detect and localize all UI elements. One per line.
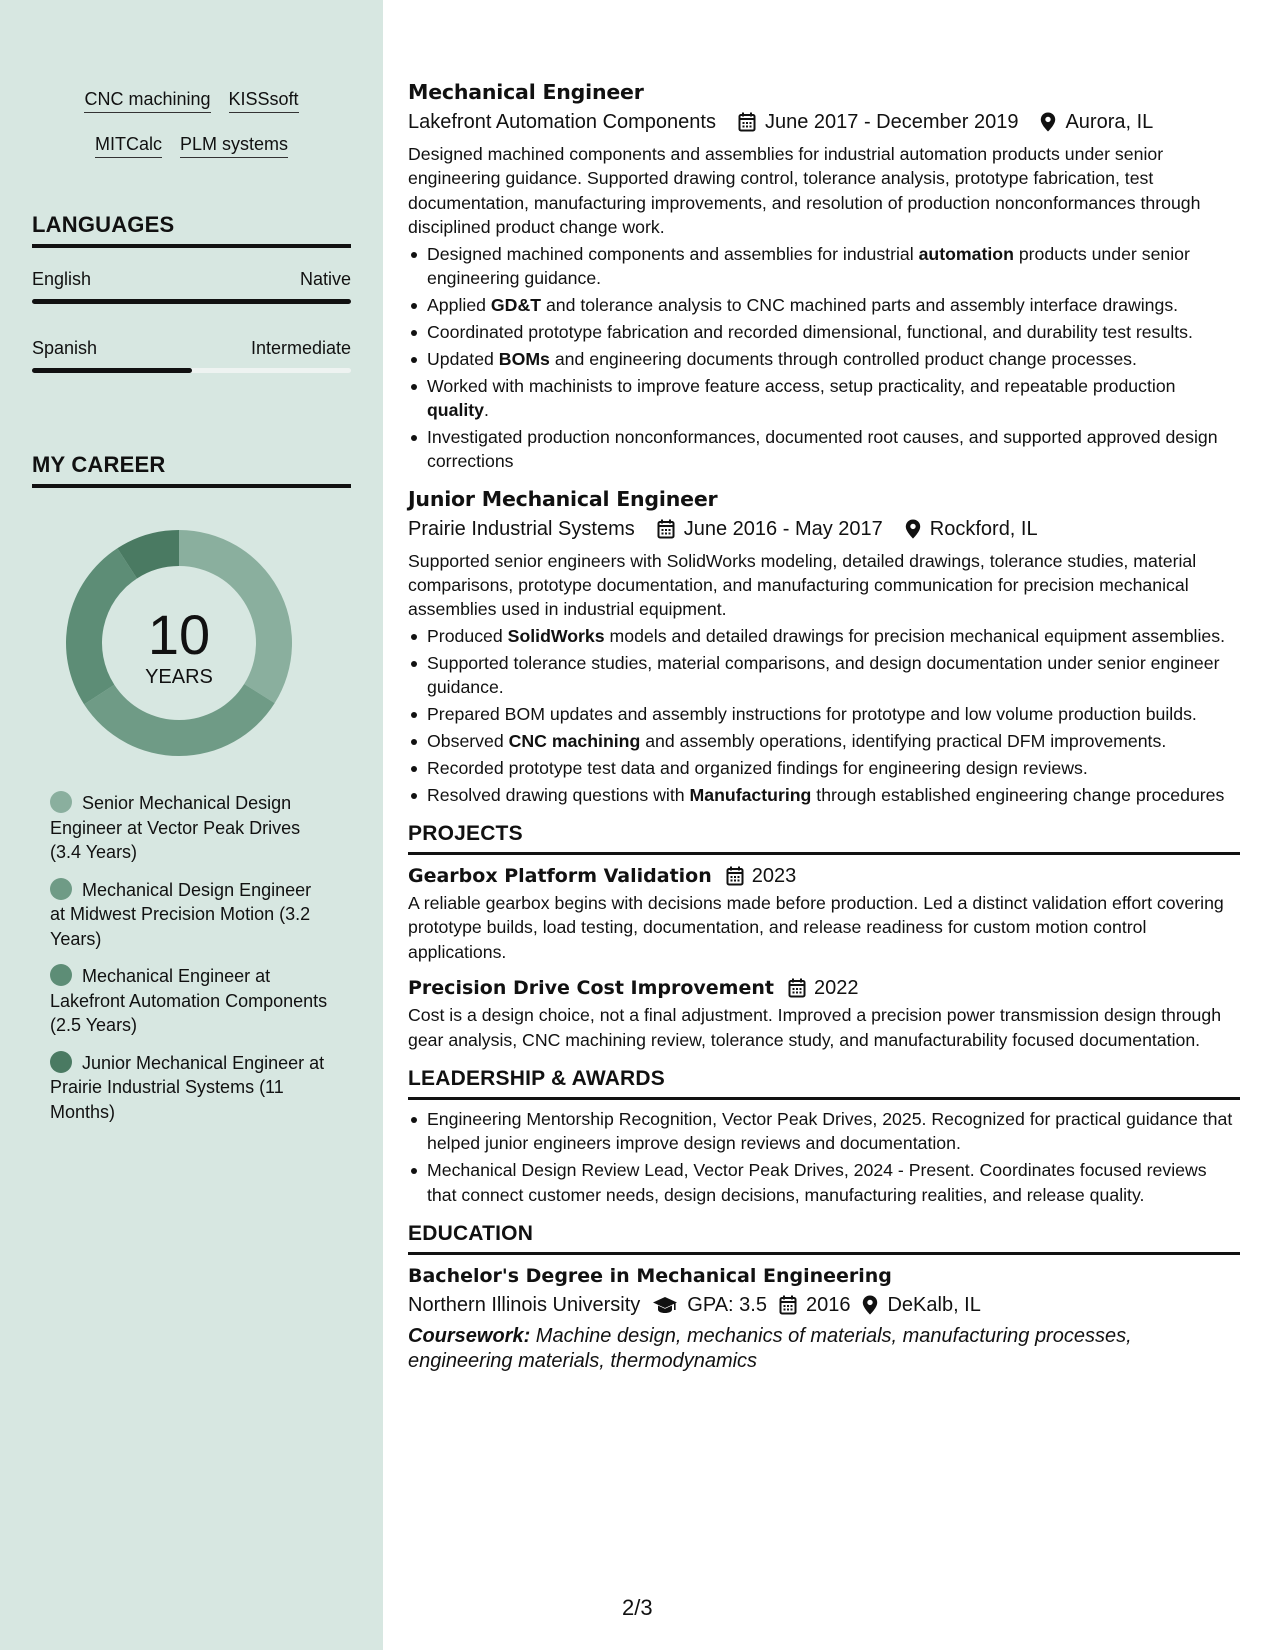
career-dot-icon bbox=[50, 1051, 72, 1073]
school-name: Northern Illinois University bbox=[408, 1294, 641, 1317]
job-bullet: Observed CNC machining and assembly operations, identifying practical DFM improvements. bbox=[408, 729, 1240, 753]
location-pin-icon bbox=[905, 519, 921, 539]
company-name: Lakefront Automation Components bbox=[408, 111, 716, 133]
skills-row bbox=[0, 88, 383, 113]
leadership-list bbox=[408, 1107, 1240, 1207]
education-heading: EDUCATION bbox=[408, 1221, 1240, 1255]
education-meta bbox=[408, 1292, 1240, 1318]
job-location: Rockford, IL bbox=[929, 517, 1038, 540]
job-bullet: Supported tolerance studies, material comparisons, and design documentation under senior engineer guidance. bbox=[408, 651, 1240, 700]
language-name: Spanish bbox=[32, 338, 98, 358]
graduation-cap-icon bbox=[652, 1295, 678, 1315]
career-dot-icon bbox=[50, 964, 72, 986]
degree-title: Bachelor's Degree in Mechanical Engineering bbox=[408, 1265, 892, 1288]
experience-entry bbox=[408, 78, 1240, 474]
career-legend-item bbox=[50, 964, 330, 1038]
project-description: Cost is a design choice, not a final adjustment. Improved a precision power transmission design through gear analysis, CNC machining review, tolerance study, and manufacturability focused documentation. bbox=[408, 1005, 1222, 1050]
sidebar bbox=[0, 0, 383, 1650]
calendar-icon bbox=[738, 112, 756, 132]
project-title-row bbox=[408, 863, 1240, 889]
language-proficiency-fill bbox=[32, 368, 192, 373]
project-entry bbox=[408, 863, 1240, 964]
page-number: 2/3 bbox=[622, 1595, 653, 1620]
calendar-icon bbox=[779, 1295, 797, 1315]
language-row bbox=[32, 268, 351, 290]
job-bullet: Resolved drawing questions with Manufacturing through established engineering change procedures bbox=[408, 783, 1240, 807]
project-title: Precision Drive Cost Improvement bbox=[408, 977, 774, 1000]
project-title: Gearbox Platform Validation bbox=[408, 865, 712, 888]
career-legend-item bbox=[50, 791, 330, 865]
language-level: Intermediate bbox=[250, 338, 351, 358]
job-dates: June 2016 - May 2017 bbox=[683, 517, 883, 540]
career-donut-chart bbox=[66, 530, 292, 756]
career-legend-label: Senior Mechanical Design Engineer at Vector Peak Drives (3.4 Years) bbox=[50, 793, 301, 862]
gpa: GPA: 3.5 bbox=[687, 1294, 767, 1317]
job-bullet: Applied GD&T and tolerance analysis to CNC machined parts and assembly interface drawings. bbox=[408, 293, 1240, 317]
career-legend-label: Mechanical Engineer at Lakefront Automation Components (2.5 Years) bbox=[50, 966, 328, 1035]
coursework bbox=[408, 1324, 1240, 1373]
language-proficiency-fill bbox=[32, 299, 351, 304]
language-level: Native bbox=[299, 269, 351, 289]
job-dates: June 2017 - December 2019 bbox=[764, 111, 1019, 133]
career-legend-item bbox=[50, 878, 330, 952]
coursework-text: Machine design, mechanics of materials, manufacturing processes, engineering materials, thermodynamics bbox=[408, 1325, 1132, 1372]
calendar-icon bbox=[657, 519, 675, 539]
career-legend-item bbox=[50, 1051, 330, 1125]
job-summary: Supported senior engineers with SolidWorks modeling, detailed drawings, tolerance studies, material comparisons, prototype documentation, and manufacturing communication for precision mechanical assemblies used in industrial equipment. bbox=[408, 550, 1197, 620]
job-meta bbox=[408, 109, 1240, 135]
coursework-label: Coursework: bbox=[408, 1325, 531, 1348]
skill-tag: PLM systems bbox=[180, 133, 288, 158]
job-title: Junior Mechanical Engineer bbox=[408, 486, 718, 511]
project-year: 2023 bbox=[751, 865, 797, 888]
skill-tag: CNC machining bbox=[84, 88, 210, 113]
job-summary: Designed machined components and assemblies for industrial automation products under senior engineering guidance. Supported drawing control, tolerance analysis, prototype fabrication, test documentation, manufacturing improvements, and resolution of production nonconformances through disciplined product change work. bbox=[408, 144, 1201, 238]
job-bullet: Designed machined components and assemblies for industrial automation products under senior engineering guidance. bbox=[408, 242, 1240, 291]
calendar-icon bbox=[788, 978, 806, 998]
calendar-icon bbox=[726, 866, 744, 886]
project-description: A reliable gearbox begins with decisions made before production. Led a distinct validation effort covering prototype builds, load testing, documentation, and release readiness for custom motion control applications. bbox=[408, 893, 1224, 962]
languages-heading: LANGUAGES bbox=[32, 212, 351, 248]
language-proficiency-bar bbox=[32, 299, 351, 304]
job-bullet: Investigated production nonconformances, documented root causes, and supported approved design corrections bbox=[408, 425, 1240, 474]
job-title: Mechanical Engineer bbox=[408, 80, 644, 104]
job-bullet: Worked with machinists to improve feature access, setup practicality, and repeatable production quality. bbox=[408, 374, 1240, 423]
skill-tag: KISSsoft bbox=[229, 88, 299, 113]
job-bullets bbox=[408, 242, 1240, 474]
job-bullet: Recorded prototype test data and organized findings for engineering design reviews. bbox=[408, 756, 1240, 780]
education-section bbox=[408, 1221, 1240, 1373]
project-year: 2022 bbox=[813, 977, 859, 1000]
career-legend-label: Junior Mechanical Engineer at Prairie Industrial Systems (11 Months) bbox=[50, 1052, 325, 1122]
career-heading: MY CAREER bbox=[32, 452, 351, 488]
leadership-heading: LEADERSHIP & AWARDS bbox=[408, 1066, 1240, 1100]
career-dot-icon bbox=[50, 878, 72, 900]
job-bullet: Coordinated prototype fabrication and recorded dimensional, functional, and durability test results. bbox=[408, 320, 1240, 344]
language-proficiency-bar bbox=[32, 368, 351, 373]
job-bullet: Updated BOMs and engineering documents through controlled product change processes. bbox=[408, 347, 1240, 371]
career-dot-icon bbox=[50, 791, 72, 813]
skill-tag: MITCalc bbox=[95, 133, 162, 158]
job-bullets bbox=[408, 624, 1240, 807]
projects-heading: PROJECTS bbox=[408, 821, 1240, 855]
career-legend-label: Mechanical Design Engineer at Midwest Precision Motion (3.2 Years) bbox=[50, 879, 312, 949]
career-legend bbox=[50, 791, 330, 1137]
career-total-number: 10 bbox=[147, 603, 211, 666]
language-row bbox=[32, 337, 351, 359]
language-name: English bbox=[32, 269, 92, 289]
location-pin-icon bbox=[862, 1295, 878, 1315]
experience-entry bbox=[408, 485, 1240, 807]
projects-section bbox=[408, 821, 1240, 1052]
career-total-unit: YEARS bbox=[145, 666, 213, 688]
job-location: Aurora, IL bbox=[1065, 111, 1154, 133]
education-location: DeKalb, IL bbox=[887, 1294, 981, 1317]
career-donut-segment-2 bbox=[66, 548, 137, 704]
leadership-section bbox=[408, 1066, 1240, 1207]
job-bullet: Prepared BOM updates and assembly instructions for prototype and low volume production builds. bbox=[408, 702, 1240, 726]
job-bullet: Produced SolidWorks models and detailed drawings for precision mechanical equipment assemblies. bbox=[408, 624, 1240, 648]
company-name: Prairie Industrial Systems bbox=[408, 517, 635, 540]
location-pin-icon bbox=[1040, 112, 1056, 132]
career-donut-segment-1 bbox=[84, 684, 275, 756]
leadership-item: Engineering Mentorship Recognition, Vector Peak Drives, 2025. Recognized for practical guidance that helped junior engineers improve design reviews and documentation. bbox=[408, 1107, 1240, 1156]
graduation-year: 2016 bbox=[805, 1294, 851, 1317]
skills-row bbox=[0, 133, 383, 158]
job-meta bbox=[408, 516, 1240, 542]
project-title-row bbox=[408, 975, 1240, 1001]
leadership-item: Mechanical Design Review Lead, Vector Peak Drives, 2024 - Present. Coordinates focused reviews that connect customer needs, design decisions, manufacturing realities, and release quality. bbox=[408, 1158, 1240, 1207]
main-content bbox=[408, 78, 1240, 1373]
project-entry bbox=[408, 975, 1240, 1052]
